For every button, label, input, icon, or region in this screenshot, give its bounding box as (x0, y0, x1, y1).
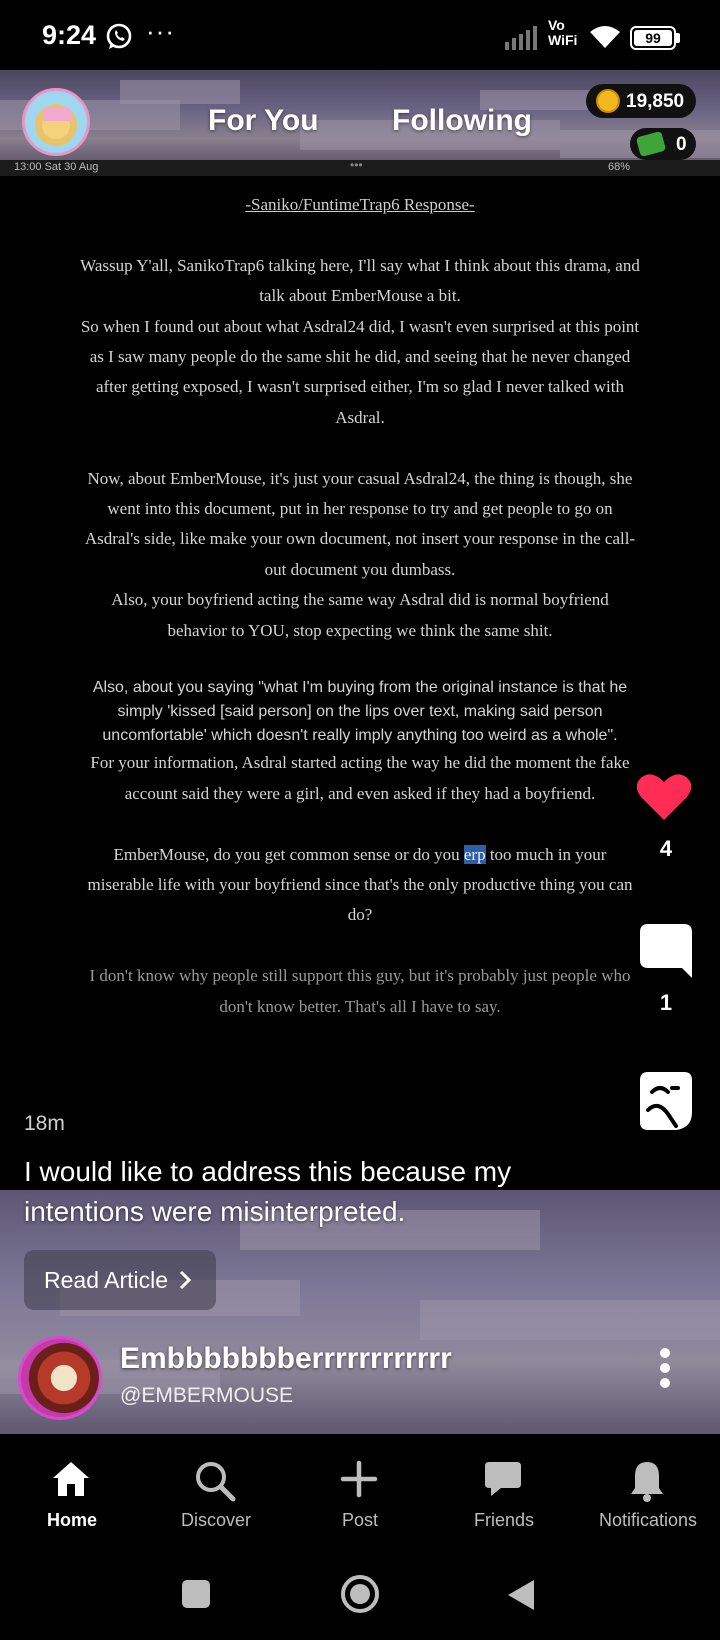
embedded-status-right (608, 161, 630, 173)
whatsapp-icon (104, 22, 134, 57)
article-title: -Saniko/FuntimeTrap6 Response- (245, 195, 475, 214)
nav-friends[interactable] (438, 1460, 568, 1503)
battery-level: 99 (634, 30, 672, 46)
article-text: too much in your miserable life with your boyfriend since that's the only productive thing you can do? (87, 844, 633, 925)
nav-notifications[interactable] (582, 1460, 712, 1507)
nav-post[interactable] (294, 1460, 424, 1503)
read-article-button[interactable] (24, 1250, 216, 1310)
post-time-ago: 18m (24, 1112, 65, 1135)
article-paragraph: I don't know why people still support this guy, but it's probably just people who don't know better. That's all I have to say. (89, 966, 631, 1016)
search-icon (194, 1460, 236, 1502)
battery-icon (630, 26, 676, 50)
vowifi-top: Vo (548, 17, 565, 33)
article-paragraph: Now, about EmberMouse, it's just your casual Asdral24, the thing is though, she went into this document, put in her response to try and get people to go on Asdral's side, like make your own document, not insert your response in the call-out document you dumbass. (84, 468, 636, 579)
nav-label-notifications[interactable]: Notifications (598, 1510, 698, 1530)
nav-home[interactable] (6, 1460, 136, 1503)
back-button[interactable] (506, 1578, 536, 1617)
author-name[interactable]: Embbbbbbberrrrrrrrrrrr (120, 1342, 452, 1375)
vowifi-bottom: WiFi (548, 32, 578, 48)
status-time: 9:24 (42, 20, 97, 50)
tab-following[interactable]: Following (392, 104, 532, 137)
author-avatar[interactable] (18, 1336, 102, 1420)
embedded-battery-text: 68% (608, 161, 631, 173)
tab-for-you[interactable]: For You (208, 104, 319, 137)
post-caption: I would like to address this because my intentions were misinterpreted. (24, 1156, 512, 1227)
post-article-image[interactable] (80, 190, 640, 1052)
signal-icon (505, 26, 541, 55)
article-paragraph (80, 840, 640, 931)
nav-label-home[interactable]: Home (46, 1510, 97, 1530)
comment-count: 1 (659, 990, 673, 1015)
heart-icon[interactable] (636, 772, 692, 827)
recents-button[interactable] (182, 1580, 210, 1608)
article-paragraph: Wassup Y'all, SanikoTrap6 talking here, I'll say what I think about this drama, and talk about EmberMouse a bit. (80, 255, 640, 306)
vowifi-label (548, 18, 577, 48)
system-home-dot (350, 1584, 370, 1604)
nav-label-discover[interactable]: Discover (180, 1510, 251, 1530)
sticker-icon[interactable] (638, 1070, 694, 1137)
comment-icon[interactable] (638, 922, 694, 985)
wifi-icon (588, 24, 622, 55)
coin-icon (596, 89, 620, 113)
bell-icon (629, 1460, 665, 1502)
article-quote: Also, about you saying "what I'm buying from the original instance is that he simply 'kissed [said person] on the lips over text, making said person uncomfortable' which doesn't really imply anything too weird as a whole". (92, 679, 628, 745)
article-paragraph: For your information, Asdral started acting the way he did the moment the fake account said they were a girl, and even asked if they had a boyfriend. (90, 753, 630, 803)
article-paragraph: So when I found out about what Asdral24 did, I wasn't even surprised at this point as I saw many people do the same shit he did, and seeing that he never changed after getting exposed, I wasn't surprised either, I'm so glad I never talked with Asdral. (80, 316, 640, 427)
nav-discover[interactable] (150, 1460, 280, 1507)
coins-value: 19,850 (626, 91, 685, 112)
like-count: 4 (659, 836, 673, 861)
nav-label-friends[interactable]: Friends (473, 1510, 535, 1530)
embedded-dots: ••• (350, 158, 363, 172)
chat-bubble-icon (483, 1460, 523, 1498)
battery-nub (676, 33, 680, 43)
home-icon (51, 1460, 91, 1498)
article-paragraph: Also, your boyfriend acting the same way Asdral did is normal boyfriend behavior to YOU, stop expecting we think the same shit. (111, 590, 609, 640)
nav-label-post[interactable]: Post (341, 1510, 379, 1530)
props-value: 0 (676, 134, 687, 155)
status-more-dots: ··· (146, 16, 175, 46)
chevron-right-icon (178, 1270, 192, 1290)
more-options-icon[interactable] (658, 1348, 672, 1393)
author-handle[interactable]: @EMBERMOUSE (120, 1384, 294, 1407)
article-text: EmberMouse, do you get common sense or do you (113, 844, 464, 864)
text-selection-highlight[interactable]: erp (463, 844, 486, 864)
plus-icon (340, 1460, 378, 1498)
profile-avatar[interactable] (22, 88, 90, 156)
embedded-time: 13:00 Sat 30 Aug (14, 161, 99, 173)
read-article-label: Read Article (44, 1267, 169, 1293)
